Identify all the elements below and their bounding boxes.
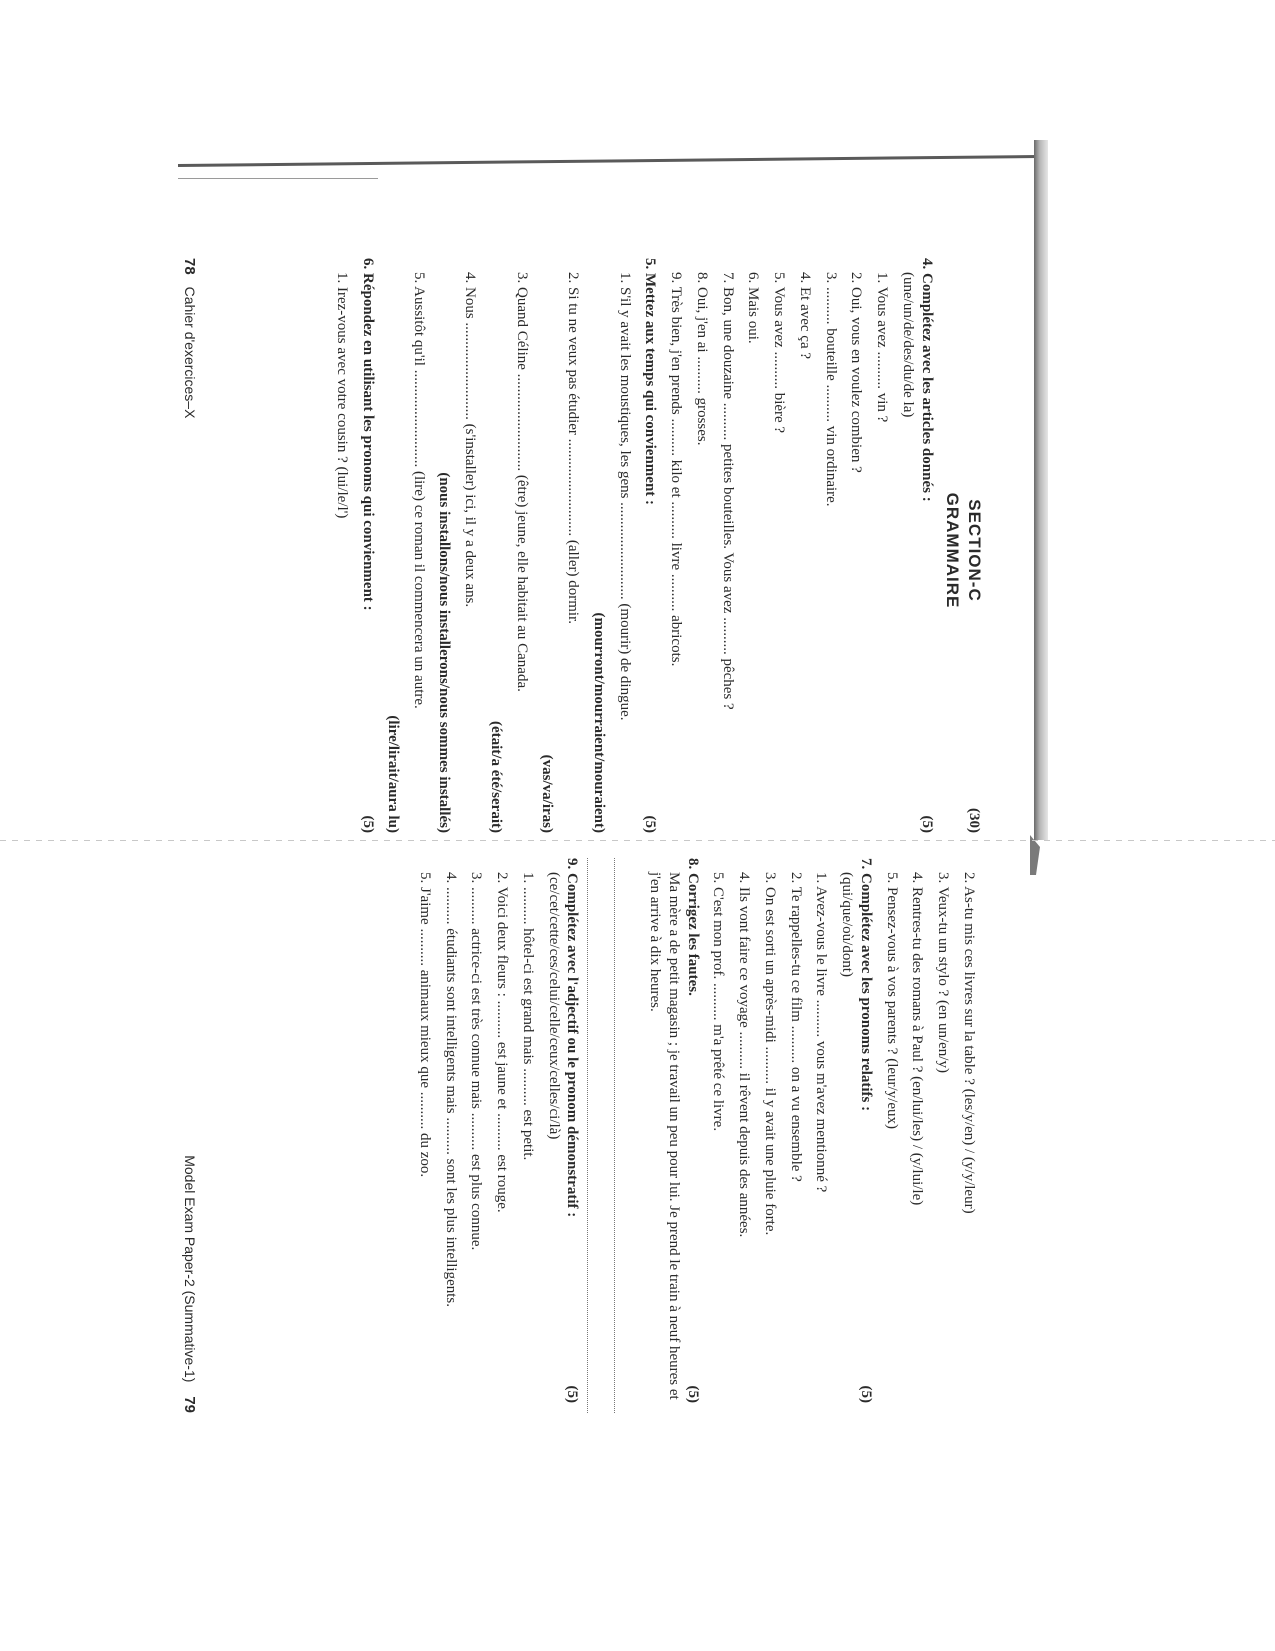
page-number: 78 <box>180 258 198 275</box>
q9-item: 1. .......... hôtel-ci est grand mais .......... est petit. <box>520 872 536 1161</box>
q4-item: 1. Vous avez .......... vin ? <box>874 272 891 423</box>
section-title: SECTION-C <box>965 499 984 602</box>
q5-options: (était/a été/serait) <box>488 720 504 833</box>
q4-item: 4. Et avec ça ? <box>797 272 813 360</box>
q9-item: 5. J'aime .......... animaux mieux que .......... du zoo. <box>417 872 433 1178</box>
q5-marks: (5) <box>642 815 659 833</box>
q5-item: 2. Si tu ne veux pas étudier .......................... (aller) dormir. <box>565 272 582 625</box>
q5-item: 3. Quand Céline .......................... (être) jeune, elle habitait au Canada. <box>513 272 530 692</box>
q7-item: 4. Ils vont faire ce voyage .......... il rêvent depuis des années. <box>736 872 753 1238</box>
book-spine-mark <box>1030 835 1040 875</box>
page-78-footer <box>179 258 198 418</box>
q7-item: 1. Avez-vous le livre .......... vous m'avez mentionné ? <box>813 872 830 1193</box>
page-79-footer <box>179 1155 198 1413</box>
q5-options: (mourront/mourraient/mouraient) <box>591 612 607 833</box>
q6-item: 4. Rentres-tu des romans à Paul ? (en/lui/les) / (y/lui/le) <box>909 872 926 1206</box>
book-title: Cahier d'exercices–X <box>181 286 198 419</box>
q7-item: 2. Te rappelles-tu ce film .......... on a vu ensemble ? <box>787 872 804 1182</box>
answer-line <box>588 858 615 1413</box>
answer-line <box>615 858 642 1413</box>
q8-text: Ma mère a de petit magasin ; je travail un peu pour lui. Je prend le train à neuf heures et j'en arrive à dix heures. <box>647 872 682 1400</box>
q7-marks: (5) <box>858 1385 874 1403</box>
q6-item: 2. As-tu mis ces livres sur la table ? (les/y/en) / (y/y/leur) <box>961 872 977 1214</box>
q4-item: 2. Oui, vous en voulez combien ? <box>848 272 865 473</box>
q6-heading-text: 6. Répondez en utilisant les pronoms qui convienment : <box>360 258 377 611</box>
section-marks: (30) <box>966 808 982 833</box>
q6-item: 5. Pensez-vous à vos parents ? (leur/y/eux) <box>883 872 900 1130</box>
section-title-row <box>963 258 985 843</box>
grammar-subtitle: GRAMMAIRE <box>943 492 962 609</box>
q6-item: 1. Irez-vous avec votre cousin ? (lui/le/l') <box>334 272 351 519</box>
page-78 <box>180 258 985 843</box>
q9-item: 4. .......... étudiants sont intelligents mais .......... sont les plus intelligents. <box>442 872 459 1307</box>
q8-heading-text: 8. Corrigez les fautes. <box>684 858 701 996</box>
q7-heading-text: 7. Complétez avec les pronoms relatifs : <box>858 858 874 1112</box>
q7-hint: (qui/que/où/dont) <box>839 872 856 977</box>
q7-item: 3. On est sorti un après-midi .......... il y avait une pluie forte. <box>762 872 778 1236</box>
q5-heading-text: 5. Mettez aux temps qui convienment : <box>642 258 659 506</box>
q6-marks: (5) <box>360 815 377 833</box>
q9-item: 2. Voici deux fleurs : .......... est jaune et .......... est rouge. <box>494 872 511 1213</box>
q4-heading-text: 4. Complétez avec les articles donnés : <box>918 258 935 502</box>
q4-item: 8. Oui, j'en ai .......... grosses. <box>694 272 710 446</box>
q4-hint: (une/un/de/des/du/de la) <box>900 272 916 418</box>
q4-heading <box>917 258 936 843</box>
q5-options: (lire/lirait/aura lu) <box>385 715 401 833</box>
scan-top-rule <box>178 155 1038 167</box>
q5-item: 5. Aussitôt qu'il .......................... (lire) ce roman il commencera un autre. <box>410 272 427 709</box>
scan-top-rule-thin <box>178 178 378 179</box>
book-edge-shadow <box>1034 140 1048 840</box>
q9-heading <box>563 858 582 1413</box>
q5-options: (nous installons/nous installerons/nous sommes installés) <box>436 472 453 833</box>
exam-title: Model Exam Paper-2 (Summative-1) <box>181 1155 198 1383</box>
q4-item: 3. .......... bouteille .......... vin ordinaire. <box>822 272 839 507</box>
q4-item: 9. Très bien, j'en prends .......... kilo et .......... livre .......... abricots. <box>668 272 685 667</box>
q4-item: 5. Vous avez .......... bière ? <box>771 272 788 434</box>
q9-marks: (5) <box>564 1385 581 1403</box>
q5-item: 1. S'il y avait les moustiques, les gens .......................... (mourir) de dingue. <box>616 272 633 721</box>
q7-heading <box>856 858 875 1413</box>
page-number: 79 <box>180 1396 198 1413</box>
q5-options: (vas/va/iras) <box>539 754 556 833</box>
q5-heading <box>641 258 660 843</box>
q7-item: 5. C'est mon prof. .......... m'a prêté ce livre. <box>710 872 727 1132</box>
page-79 <box>180 858 985 1413</box>
q9-heading-text: 9. Complétez avec l'adjectif ou le pronom démonstratif : <box>564 858 581 1218</box>
q9-item: 3. .......... actrice-ci est très connue mais .......... est plus connue. <box>468 872 485 1251</box>
q6-item: 3. Veux-tu un stylo ? (en un/en/y) <box>935 872 952 1073</box>
q8-marks: (5) <box>684 1385 701 1403</box>
q9-hint: (ce/cet/cette/ces/celui/celle/ceux/celles/ci/là) <box>545 872 562 1140</box>
q6-heading <box>359 258 378 843</box>
q5-item: 4. Nous .......................... (s'installer) ici, il y a deux ans. <box>462 272 479 608</box>
q4-marks: (5) <box>918 815 935 833</box>
q4-item: 7. Bon, une douzaine .......... petites bouteilles. Vous avez .......... pêches ? <box>719 272 736 710</box>
q8-heading <box>683 858 702 1413</box>
q4-item: 6. Mais oui. <box>745 272 762 344</box>
